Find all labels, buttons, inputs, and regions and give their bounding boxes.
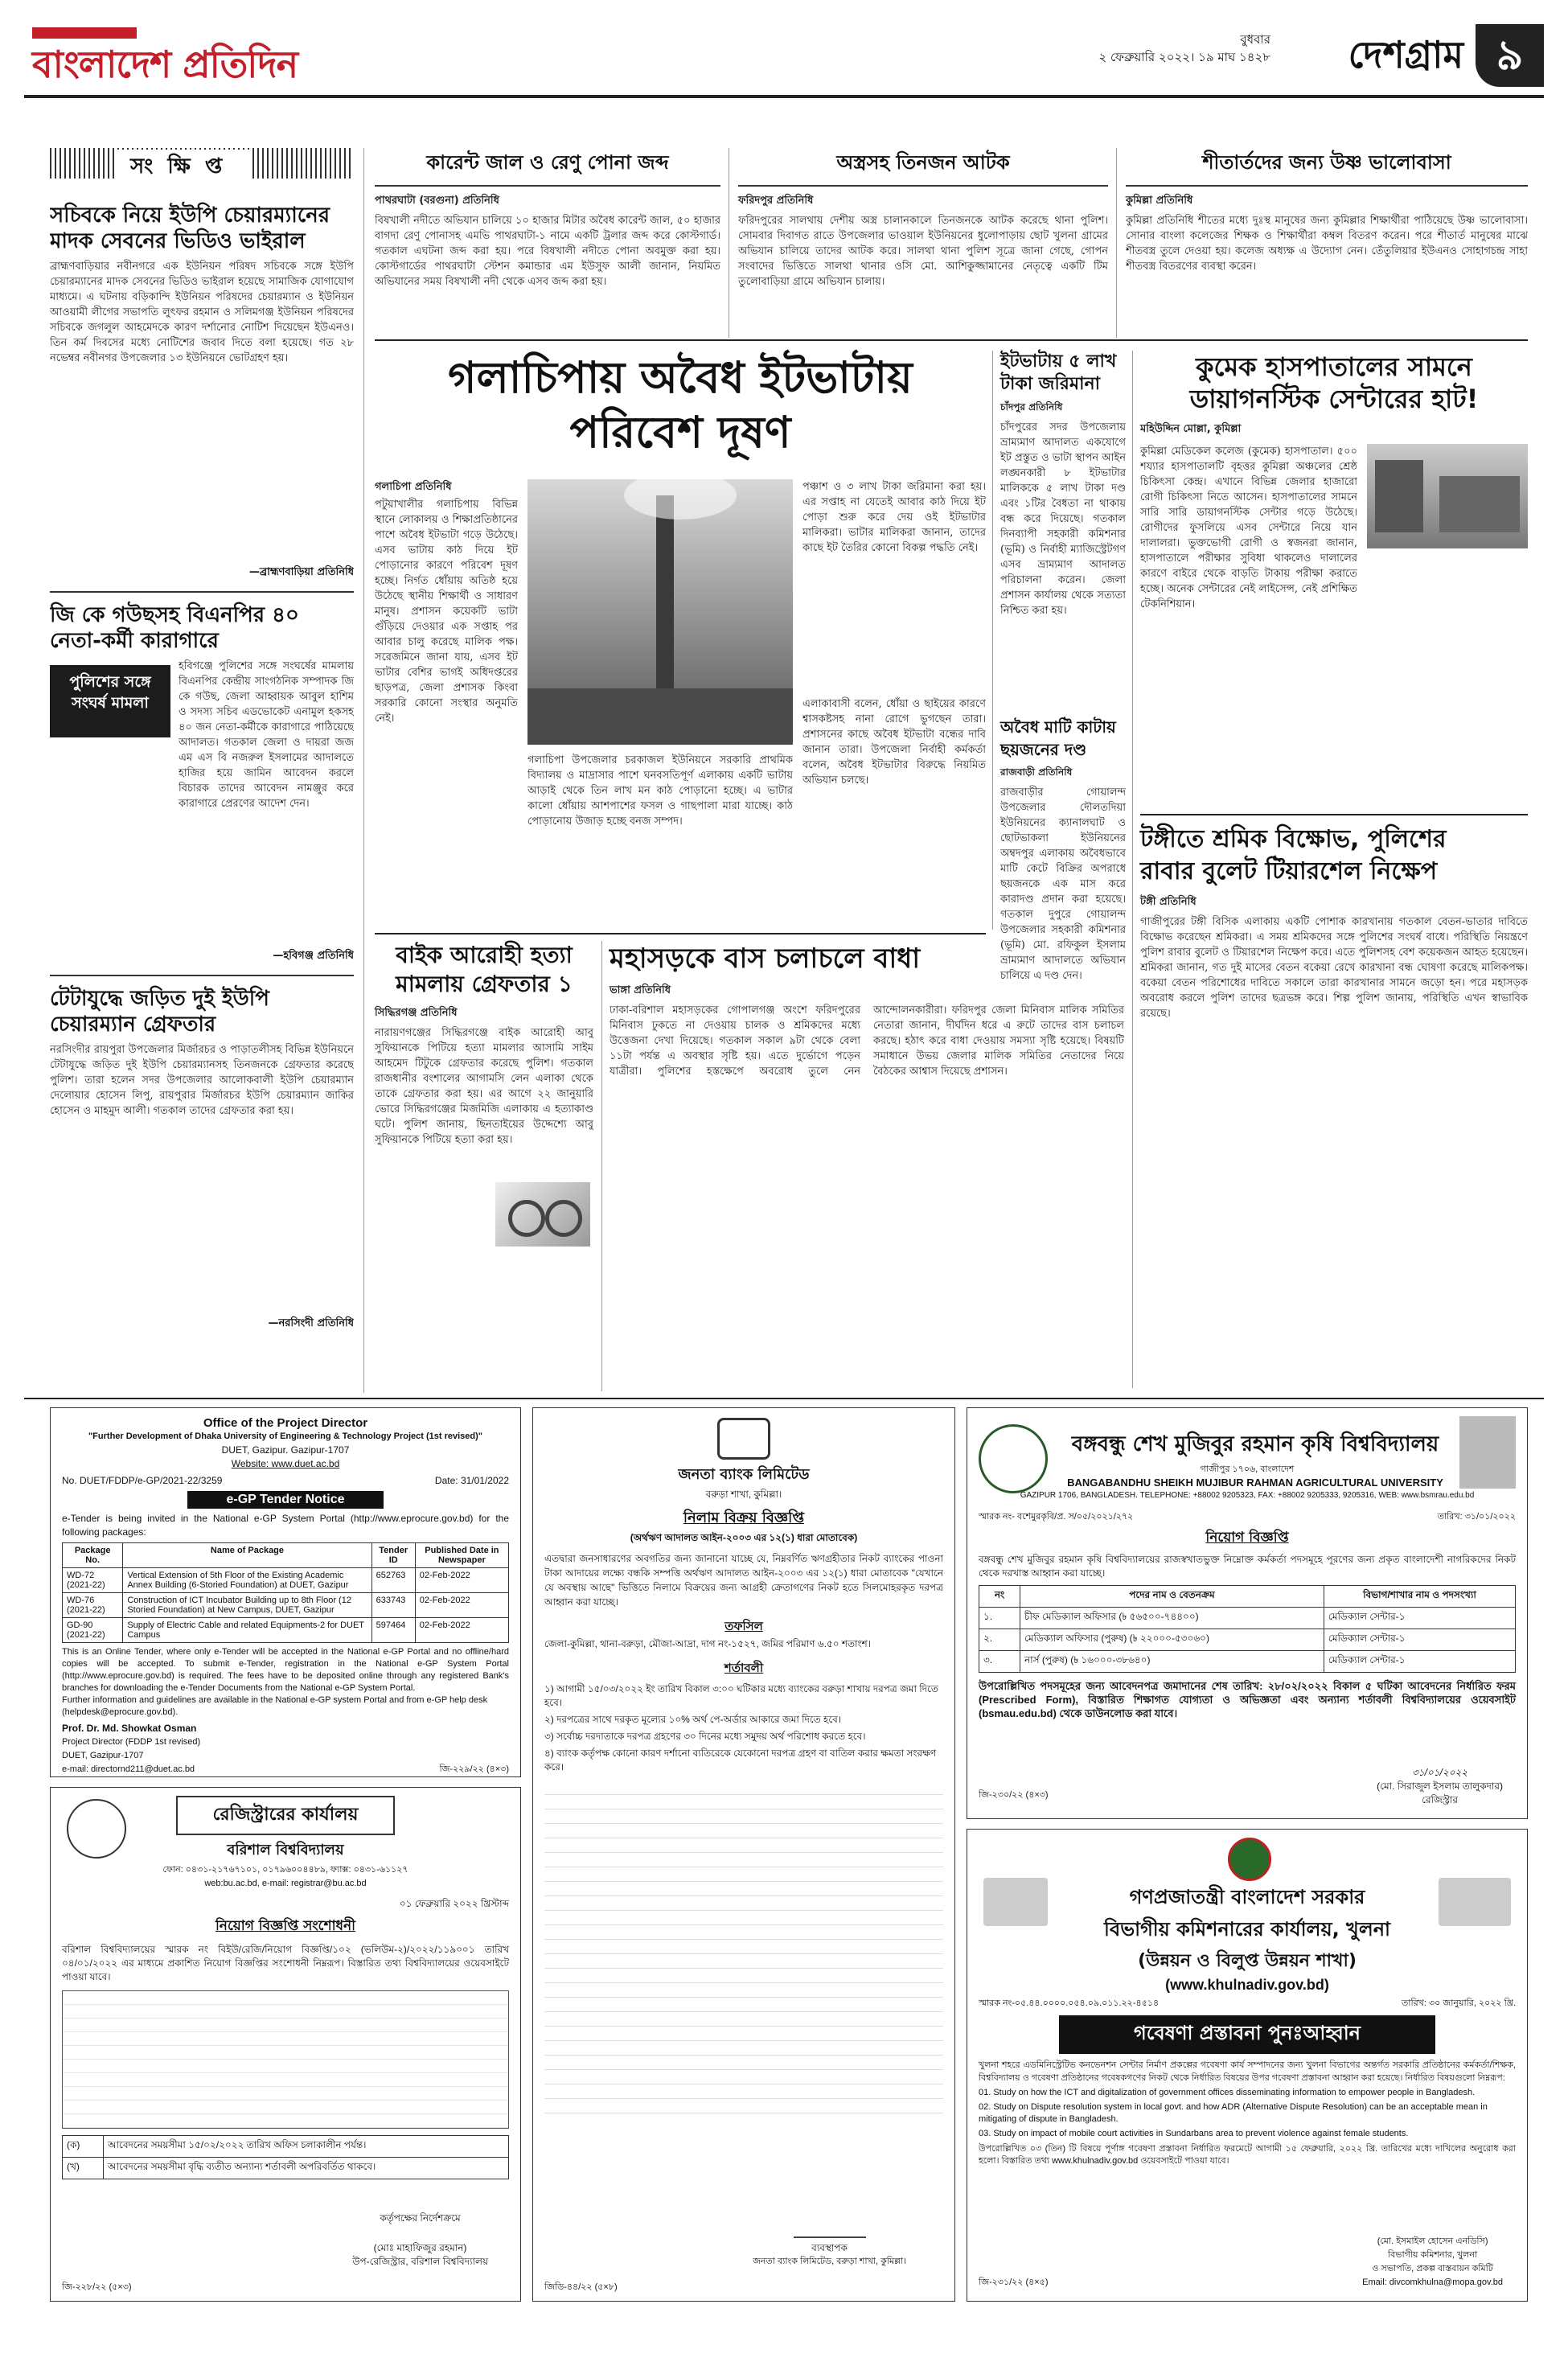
janata-terms-title: শর্তাবলী <box>724 1661 764 1675</box>
table-cell: 633743 <box>371 1593 415 1618</box>
duet-signer: Prof. Dr. Md. Showkat Osman <box>62 1723 197 1734</box>
page-number: ৯ <box>1496 31 1524 80</box>
mujib-logo <box>983 1878 1048 1926</box>
masthead-rule <box>24 95 1544 98</box>
bsmrau-intro: বঙ্গবন্ধু শেখ মুজিবুর রহমান কৃষি বিশ্ববিদ্যালয়ের রাজস্বখাতভুক্ত নিম্নোক্ত কর্মকর্তা পদসমূহে পূরণের জন্য প্রকৃত বাংলাদেশী নাগরিকদের নিকট থেকে দরখাস্ত আহ্বান করা যাচ্ছে। <box>979 1554 1516 1579</box>
bsmrau-date: তারিখ: ৩১/০১/২০২২ <box>1437 1512 1516 1522</box>
khulna-email: Email: divcomkhulna@mopa.gov.bd <box>1362 2277 1503 2287</box>
bsmrau-notice: নিয়োগ বিজ্ঞপ্তি <box>1205 1530 1289 1546</box>
khulna-body2: উপরোল্লিখিত ০৩ (তিন) টি বিষয়ে পূর্ণাঙ্গ গবেষণা প্রস্তাবনা নির্ধারিত ফরমেটে আগামী ১৫ ফেব্রুয়ারি, ২০২২ খ্রি. তারিখের মধ্যে দাখিলের অনুরোধ করা হলো। বিস্তারিত তথ্য www.khulnadiv.gov.bd ওয়েবসাইটে পাওয়া যাবে। <box>979 2144 1516 2166</box>
bsmrau-posts-table <box>979 1585 1516 1673</box>
table-cell: 597464 <box>371 1618 415 1643</box>
janata-schedule: জেলা-কুমিল্লা, থানা-বরুড়া, মৌজা-আদ্রা, দাগ নং-১৫২৭, জমির পরিমাণ ৬.৫০ শতাংশ। <box>544 1638 872 1649</box>
table-cell: WD-72 (2021-22) <box>63 1568 123 1593</box>
tongi-title-line2: রাবার বুলেট টিয়ারশেল নিক্ষেপ <box>1140 857 1438 885</box>
barishal-date: ০১ ফেব্রুয়ারি ২০২২ খ্রিস্টাব্দ <box>399 1898 509 1909</box>
barishal-notice: নিয়োগ বিজ্ঞপ্তি সংশোধনী <box>215 1918 356 1934</box>
lead-body-col3: পঞ্চাশ ও ৩ লাখ টাকা জরিমানা করা হয়। এর সপ্তাহ না যেতেই আবার কাঠ দিয়ে ইট পোড়া শুরু করে দেয় ওই ইটভাটার মালিকরা। ভাটার মালিকরা জানান, তাদের কাছে ইট তৈরির কোনো বিকল্প পদ্ধতি নেই। <box>802 481 986 554</box>
bsmrau-name-en: BANGABANDHU SHEIKH MUJIBUR RAHMAN AGRICULTURAL UNIVERSITY <box>1067 1477 1443 1489</box>
khulna-line2: বিভাগীয় কমিশনারের কার্যালয়, খুলনা <box>1104 1918 1390 1941</box>
janata-body: এতদ্বারা জনসাধারণের অবগতির জন্য জানানো যাচ্ছে যে, নিম্নবর্ণিত ঋণগ্রহীতার নিকট ব্যাংকের পাওনা টাকা আদায়ের লক্ষ্যে বন্ধকি সম্পত্তি অর্থঋণ আদালত আইন-২০০৩ এর ১২(১) ধারা মোতাবেক "যেখানে যে অবস্থায় আছে" ভিত্তিতে নিলামে বিক্রয়ের জন্য আগ্রহী ক্রেতাগণের নিকট হতে সিলমোহরকৃত দরপত্র আহ্বান করা যাচ্ছে। <box>544 1553 943 1608</box>
lead-body-col2: গলাচিপা উপজেলার চরকাজল ইউনিয়নে সরকারি প্রাথমিক বিদ্যালয় ও মাদ্রাসার পাশে ঘনবসতিপূর্ণ এলাকায় একটি ভাটায় আড়াই থেকে তিন লাখ মন কাঠ পোড়ানো হচ্ছে। এ ভাটার কালো ধোঁয়ায় আশপাশের ফসল ও গাছপালা মারা যাচ্ছে। কাঠ পোড়ানোয় উজাড় হচ্ছে বনজ সম্পদ। <box>527 754 793 828</box>
table-row <box>63 1618 509 1643</box>
mati-byline: রাজবাড়ী প্রতিনিধি <box>1000 766 1073 778</box>
duet-body2: Further information and guidelines are available in the National e-GP system Portal and from e-GP help desk (helpdesk@eprocure.gov.bd). <box>62 1695 488 1717</box>
table-header: নং <box>979 1586 1020 1608</box>
table-cell: আবেদনের সময়সীমা বৃদ্ধি ব্যতীত অন্যান্য শর্তাবলী অপরিবর্তিত থাকবে। <box>104 2158 509 2179</box>
janata-schedule-title: তফসিল <box>724 1619 763 1633</box>
bsmrau-ad <box>967 1407 1528 1819</box>
table-row <box>63 2158 509 2179</box>
bsmrau-body: উপরোল্লিখিত পদসমূহের জন্য আবেদনপত্র জমাদানের শেষ তারিখ: ২৮/০২/২০২২ বিকাল ৫ ঘটিকা আবেদনের নির্ধারিত ফরম (Prescribed Form), বিস্তারিত শিক্ষাগত যোগ্যতা ও অভিজ্ঞতা এবং অন্যান্য শর্তাবলী বিশ্ববিদ্যালয়ের ওয়েবসাইট (bsmau.edu.bd) থেকে ডাউনলোড করা যাবে। <box>979 1680 1516 1719</box>
hospital-photo <box>1367 444 1528 548</box>
janata-ref: জিডি-৪৪/২২ (৫×৮) <box>544 2282 618 2292</box>
janata-term: ৩) সর্বোচ্চ দরদাতাকে দরপত্র গ্রহণের ৩০ দিনের মধ্যে সমুদয় অর্থ পরিশোধ করতে হবে। <box>544 1731 866 1742</box>
khulna-web: (www.khulnadiv.gov.bd) <box>1165 1977 1329 1993</box>
table-cell: ২. <box>979 1629 1020 1651</box>
top-story-body: ফরিদপুরের সালথায় দেশীয় অস্ত্র চালানকালে তিনজনকে আটক করেছে থানা পুলিশ। সোমবার দিবাগত রাতে উপজেলার ভাওয়াল ইউনিয়নের ধুলোপাড়ায় ছোট খুলনা গ্রামের অভিযান চালিয়ে তাদের আটক করে। সালথা থানা পুলিশ সূত্রে জানা গেছে, গোপন সংবাদের ভিত্তিতে সালথা থানার ওসি মো. আশিকুজ্জামানের নেতৃত্বে একটি টিম তুলোবাড়িয়া গ্রামে অভিযান চালায়। <box>738 215 1108 288</box>
janata-signer-branch: জনতা ব্যাংক লিমিটেড, বরুড়া শাখা, কুমিল্লা। <box>753 2257 906 2266</box>
masthead-day: বুধবার <box>1240 32 1270 47</box>
column-divider <box>992 351 993 930</box>
mati-body: রাজবাড়ীর গোয়ালন্দ উপজেলার দৌলতদিয়া ইউনিয়নের ক্যানালঘাট ও ছোটভাকলা ইউনিয়নের অম্বদপুর এলাকায় অবৈধভাবে মাটি কেটে বিক্রির অপরাধে ছয়জনকে এক মাস করে কারাদণ্ড প্রদান করা হয়েছে। গতকাল দুপুরে গোয়ালন্দ উপজেলার সহকারী কমিশনার (ভূমি) মো. রফিকুল ইসলাম ভ্রাম্যমাণ আদালতে অভিযান চালিয়ে এ দণ্ড দেন। <box>1000 787 1126 982</box>
table-cell: (খ) <box>63 2158 104 2179</box>
table-cell: 652763 <box>371 1568 415 1593</box>
barishal-signer: কর্তৃপক্ষের নির্দেশক্রমে <box>380 2212 461 2224</box>
khulna-ad <box>967 1829 1528 2302</box>
bike-byline: সিদ্ধিরগঞ্জ প্রতিনিধি <box>375 1007 458 1019</box>
khulna-signer-title: বিভাগীয় কমিশনার, খুলনা <box>1388 2250 1478 2260</box>
table-cell: (ক) <box>63 2136 104 2158</box>
mati-title: অবৈধ মাটি কাটায় ছয়জনের দণ্ড <box>1000 717 1116 759</box>
tongi-title-line1: টঙ্গীতে শ্রমিক বিক্ষোভ, পুলিশের <box>1140 825 1447 853</box>
table-cell: নার্স (পুরুষ) (৳ ১৬০০০-৩৮৬৪০) <box>1020 1651 1324 1673</box>
janata-fine-print <box>544 1780 943 2118</box>
khulna-body: খুলনা শহরে এডমিনিস্ট্রেটিভ কনভেনশন সেন্টার নির্মাণ প্রকল্পের গবেষণা কার্য সম্পাদনের জন্য খুলনা বিভাগের অন্তর্গত সরকারি প্রতিষ্ঠানের কর্মকর্তা/শিক্ষক, বিশ্ববিদ্যালয় ও গবেষণা প্রতিষ্ঠানের গবেষকগণের নিকট থেকে নির্ধারিত বিষয়ের উপর গবেষণা প্রস্তাবনা আহ্বান করা হয়েছে। নির্ধারিত বিষয়গুলো নিম্নরূপ: <box>979 2060 1516 2083</box>
table-cell: 02-Feb-2022 <box>415 1618 508 1643</box>
signature-mark <box>794 2212 866 2238</box>
janata-term: ১) আগামী ১৫/০৩/২০২২ ইং তারিখ বিকাল ৩:০০ ঘটিকার মধ্যে ব্যাংকের বরুড়া শাখায় দরপত্র জমা দিতে হবে। <box>544 1683 938 1708</box>
logo-text: বাংলাদেশ প্রতিদিন <box>32 43 298 86</box>
duet-notice-title: e-GP Tender Notice <box>187 1491 384 1509</box>
samkhipta-item-title: টেটাযুদ্ধে জড়িত দুই ইউপি চেয়ারম্যান গ্রেফতার <box>50 987 269 1037</box>
bike-title-line2: মামলায় গ্রেফতার ১ <box>396 971 573 997</box>
govt-seal <box>1228 1838 1271 1881</box>
lead-title-line1: গলাচিপায় অবৈধ ইটভাটায় <box>448 352 913 403</box>
duet-intro: e-Tender is being invited in the National e-GP System Portal (http://www.eprocure.gov.bd) for the following packages: <box>62 1513 509 1538</box>
duet-ref: জি-২২৯/২২ (৪×৩) <box>439 1764 509 1774</box>
samkhipta-item-credit: —হবিগঞ্জ প্রতিনিধি <box>273 950 354 962</box>
table-cell: Construction of ICT Incubator Building up to 8th Floor (12 Storied Foundation) at New Campus, DUET, Gazipur <box>123 1593 371 1618</box>
janata-bank-name: জনতা ব্যাংক লিমিটেড <box>678 1466 810 1483</box>
bus-story <box>610 941 1124 1391</box>
barishal-web: web:bu.ac.bd, e-mail: registrar@bu.ac.bd <box>204 1879 367 1888</box>
samkhipta-label: সংক্ষিপ্ত <box>114 150 252 185</box>
table-cell: GD-90 (2021-22) <box>63 1618 123 1643</box>
table-cell: Vertical Extension of 5th Floor of the Existing Academic Annex Building (6-Storied Foundation) at DUET, Gazipur <box>123 1568 371 1593</box>
comilla-byline: মহিউদ্দিন মোল্লা, কুমিল্লা <box>1140 423 1242 435</box>
duet-project: "Further Development of Dhaka University of Engineering & Technology Project (1st revised)" <box>88 1431 483 1441</box>
samkhipta-label-box <box>50 148 354 179</box>
barishal-signer-name: (মোঃ মাহাফিজুর রহমান) <box>373 2242 467 2253</box>
table-row <box>979 1608 1516 1629</box>
table-cell: মেডিক্যাল সেন্টার-১ <box>1324 1629 1515 1651</box>
duet-tender-table <box>62 1542 509 1643</box>
janata-branch: বরুড়া শাখা, কুমিল্লা। <box>705 1489 782 1500</box>
comilla-title-line2: ডায়াগনস্টিক সেন্টারের হাট! <box>1189 384 1479 414</box>
top-story <box>1126 148 1528 338</box>
samkhipta-item-title: জি কে গউছসহ বিএনপির ৪০ নেতা-কর্মী কারাগারে <box>50 603 299 653</box>
table-header: Name of Package <box>123 1543 371 1568</box>
top-story-body: কুমিল্লা প্রতিনিধি শীতের মধ্যে দুঃস্থ মানুষের জন্য কুমিল্লার শিক্ষার্থীরা পাঠিয়েছে উষ্ণ ভালোবাসা। সোনার বাংলা কলেজের শিক্ষক ও শিক্ষার্থীরা কম্বল বিতরণ করেন। পরে শীতার্ত মানুষের মাঝে শীতবস্ত্র তুলে দেওয়া হয়। কলেজ অধ্যক্ষ এ উদ্যোগ নেন। তেঁতুলিয়ার ইউএনও সোহাগচন্দ্র সাহা শীতবস্ত্র বিতরণের ব্যবস্থা করেন। <box>1126 215 1528 273</box>
barishal-terms-table <box>62 2135 509 2179</box>
table-row <box>979 1651 1516 1673</box>
comilla-story <box>1140 351 1528 809</box>
table-cell: WD-76 (2021-22) <box>63 1593 123 1618</box>
bike-body: নারায়ণগঞ্জের সিদ্ধিরগঞ্জে বাইক আরোহী আবু সুফিয়ানকে পিটিয়ে হত্যা মামলার আসামি সাইম আহমেদ টিটুকে গ্রেফতার করেছে পুলিশ। গতকাল রাজধানীর বংশালের আগামসি লেন এলাকা থেকে তাকে গ্রেফতার করা হয়। এর আগে ২২ জানুয়ারি ভোরে সিদ্ধিরগঞ্জের মিজমিজি এলাকায় এ হত্যাকাণ্ড ঘটে। পুলিশ জানায়, ছিনতাইয়ের উদ্দেশ্যে আবু সুফিয়ানকে পিটিয়ে হত্যা করা হয়। <box>375 1027 593 1146</box>
bsmrau-logo <box>979 1424 1048 1493</box>
table-cell: আবেদনের সময়সীমা ১৫/০২/২০২২ তারিখ অফিস চলাকালীন পর্যন্ত। <box>104 2136 509 2158</box>
khulna-line1: গণপ্রজাতন্ত্রী বাংলাদেশ সরকার <box>1129 1886 1365 1908</box>
bsmrau-name: বঙ্গবন্ধু শেখ মুজিবুর রহমান কৃষি বিশ্ববিদ্যালয় <box>1071 1432 1439 1456</box>
duet-memo: No. DUET/FDDP/e-GP/2021-22/3259 <box>62 1475 223 1486</box>
bike-story <box>375 941 593 1391</box>
barishal-details-table <box>62 1990 509 2129</box>
janata-term: ২) দরপত্রের সাথে দরকৃত মূল্যের ১০% অর্থ পে-অর্ডার আকারে জমা দিতে হবে। <box>544 1714 842 1725</box>
samkhipta-item-body: নরসিংদীর রায়পুরা উপজেলার মির্জারচর ও পাড়াতলীসহ বিভিন্ন ইউনিয়নে টেটাযুদ্ধে জড়িত দুই ইউপি চেয়ারম্যানসহ তিনজনকে গ্রেফতার করেছে পুলিশ। তারা হলেন সদর উপজেলার আলোকবালী ইউপি চেয়ারম্যান দেলোয়ার হোসেন লিপু, রায়পুরার মির্জারচর ইউপি চেয়ারম্যান জাকির হোসেন ও মাহমুদ আলী। গতকাল তাদের গ্রেফতার করা হয়। <box>50 1044 354 1117</box>
samkhipta-item <box>50 203 354 581</box>
masthead-date: ২ ফেব্রুয়ারি ২০২২। ১৯ মাঘ ১৪২৮ <box>1098 50 1270 64</box>
samkhipta-item-title: সচিবকে নিয়ে ইউপি চেয়ারম্যানের মাদক সেবনের ভিডিও ভাইরাল <box>50 203 330 253</box>
top-story-body: বিষখালী নদীতে অভিযান চালিয়ে ১০ হাজার মিটার অবৈধ কারেন্ট জাল, ৫০ হাজার বাগদা রেণু পোনাসহ এমভি পাথরঘাটা-১ নামে একটি ট্রলার জব্দ করে কোস্টগার্ড। গতকাল এঘটনা জব্দ করা হয়। পরে বিষখালী নদীতে পোনা অবমুক্ত করা হয়। কোস্টগার্ডের পাথরঘাটা স্টেশন কমান্ডার এম ইউসুফ আলী জানান, নিয়মিত অভিযানের সময় বিষখালী নদী থেকে এসব জব্দ করা হয়। <box>375 215 720 288</box>
khulna-date: তারিখ: ৩০ জানুয়ারি, ২০২২ খ্রি. <box>1402 1998 1516 2008</box>
masthead <box>24 24 1544 88</box>
comilla-body: কুমিল্লা মেডিকেল কলেজ (কুমেক) হাসপাতাল। ৫০০ শয্যার হাসপাতালটি বৃহত্তর কুমিল্লা অঞ্চলের শ্রেষ্ঠ চিকিৎসা কেন্দ্র। এখানে বিভিন্ন জেলার হাজারো রোগী চিকিৎসা নিতে আসেন। হাসপাতালের সামনে সারি সারি ডায়াগনস্টিক সেন্টার গড়ে উঠেছে। রোগীদের ফুসলিয়ে এসব সেন্টারে নিয়ে যান দালালরা। ভুক্তভোগী রোগী ও স্বজনরা জানান, হাসপাতালে পরীক্ষার সুবিধা থাকলেও দালালের কারণে বাইরে থেকে বাড়তি টাকায় পরীক্ষা করাতে হচ্ছে। অনেক সেন্টারের নেই লাইসেন্স, নেই প্রশিক্ষিত টেকনিশিয়ান। <box>1140 446 1357 610</box>
itbhata-title: ইটভাটায় ৫ লাখ টাকা জরিমানা <box>1000 351 1117 394</box>
top-story-title: অস্ত্রসহ তিনজন আটক <box>738 148 1108 187</box>
samkhipta-item <box>50 602 354 965</box>
barishal-signer-title: উপ-রেজিস্ট্রার, বরিশাল বিশ্ববিদ্যালয় <box>352 2256 488 2267</box>
comilla-title-line1: কুমেক হাসপাতালের সামনে <box>1196 351 1472 382</box>
top-story-byline: পাথরঘাটা (বরগুনা) প্রতিনিধি <box>375 195 499 207</box>
duet-office: Office of the Project Director <box>203 1416 368 1430</box>
bsmrau-signer-name: (মো. সিরাজুল ইসলাম তালুকদার) <box>1377 1780 1503 1792</box>
lead-title-line2: পরিবেশ দূষণ <box>569 407 791 458</box>
itbhata-story <box>1000 351 1126 704</box>
table-cell: ৩. <box>979 1651 1020 1673</box>
bsmrau-signer-title: রেজিস্ট্রার <box>1422 1794 1458 1805</box>
table-cell: মেডিক্যাল সেন্টার-১ <box>1324 1608 1515 1629</box>
tongi-story <box>1140 824 1528 1282</box>
top-story-title: কারেন্ট জাল ও রেণু পোনা জব্দ <box>375 148 720 187</box>
khulna-line3: (উন্নয়ন ও বিলুপ্ত উন্নয়ন শাখা) <box>1138 1951 1357 1971</box>
bank-logo <box>717 1418 770 1460</box>
janata-term: ৪) ব্যাংক কর্তৃপক্ষ কোনো কারণ দর্শানো ব্যতিরেকে যেকোনো দরপত্র গ্রহণ বা বাতিল করার ক্ষমতা সংরক্ষণ করে। <box>544 1748 937 1772</box>
khulna-ref: জি-২৩১/২২ (৪×৫) <box>979 2277 1049 2287</box>
chimney-photo <box>527 479 793 745</box>
barishal-univ-ad <box>50 1787 521 2302</box>
duet-body: This is an Online Tender, where only e-Tender will be accepted in the National e-GP Portal and no offline/hard copies will be accepted. To submit e-Tender, registration in the National e-GP System Portal (http://www.eprocure.gov.bd) is required. The fees have to be deposited online through any registered Bank's branches for downloading the e-Tender Documents from the National e-GP System Portal. <box>62 1647 509 1693</box>
bike-title-line1: বাইক আরোহী হত্যা <box>396 942 573 968</box>
table-header: Package No. <box>63 1543 123 1568</box>
khulna-topic: 02. Study on Dispute resolution system in local govt. and how ADR (Alternative Dispute Resolution) can be an acceptable mean in mitigating of dispute in Bangladesh. <box>979 2102 1488 2124</box>
samkhipta-item-credit: —ব্রাহ্মণবাড়িয়া প্রতিনিধি <box>248 566 354 578</box>
samkhipta-item-body: হবিগঞ্জে পুলিশের সঙ্গে সংঘর্ষের মামলায় বিএনপির কেন্দ্রীয় সাংগঠনিক সম্পাদক জি কে গউছ, জেলা আহ্বায়ক আবুল হাশিম ও সদস্য সচিব এডভোকেট এনামুল হকসহ ৪০ জন নেতা-কর্মীকে কারাগারে পাঠিয়েছে আদালত। গতকাল জেলা ও দায়রা জজ এম এস বি নজরুল ইসলামের আদালতে হাজির হয়ে জামিন আবেদন করলে বিচারক তাদের আবেদন নামঞ্জুর করে কারাগারে প্রেরণের আদেশ দেন। <box>179 660 354 810</box>
khulna-signer-name: (মো. ইসমাইল হোসেন এনডিসি) <box>1377 2236 1488 2246</box>
janata-title: নিলাম বিক্রয় বিজ্ঞপ্তি <box>683 1509 805 1526</box>
janata-sub: (অর্থঋণ আদালত আইন-২০০৩ এর ১২(১) ধারা মোতাবেক) <box>630 1532 858 1543</box>
lead-body-col1: পটুয়াখালীর গলাচিপায় বিভিন্ন স্থানে লোকালয় ও শিক্ষাপ্রতিষ্ঠানের পাশে অবৈধ ইটভাটা গড়ে উঠেছে। এসব ভাটায় কাঠ দিয়ে ইট পোড়ানোর কারণে পরিবেশ দূষণ হচ্ছে। নির্গত ধোঁয়ায় অতিষ্ঠ হয়ে উঠেছে স্থানীয় শিক্ষার্থী ও সাধারণ মানুষ। প্রশাসন কয়েকটি ভাটা গুঁড়িয়ে দেওয়ার এক সপ্তাহ পর আবার চালু করেছে মালিক পক্ষ। সরেজমিনে জানা যায়, এসব ইট ভাটার বেশির ভাগই অধিদপ্তরের ছাড়পত্র, জেলা প্রশাসক কিংবা সরকারি কোনো সংস্থার অনুমতি নেই। <box>375 499 518 725</box>
duet-address: DUET, Gazipur. Gazipur-1707 <box>221 1444 350 1456</box>
column-divider <box>601 941 602 1391</box>
samkhipta-column <box>50 148 354 1393</box>
top-story-title: শীতার্তদের জন্য উষ্ণ ভালোবাসা <box>1126 148 1528 187</box>
janata-bank-ad <box>532 1407 955 2302</box>
samkhipta-item-credit: —নরসিংদী প্রতিনিধি <box>268 1317 354 1329</box>
duet-tender-ad <box>50 1407 521 1777</box>
portrait <box>1439 1878 1511 1926</box>
column-divider <box>1116 148 1117 338</box>
duet-website: Website: www.duet.ac.bd <box>231 1458 340 1469</box>
bsmrau-portrait <box>1459 1416 1516 1489</box>
khulna-memo: স্মারক নং-০৫.৪৪.০০০০.০৫৪.০৯.০১১.২২-৪৫১৪ <box>979 1998 1160 2008</box>
page-number-badge <box>1476 24 1544 87</box>
khulna-signer-extra: ও সভাপতি, প্রকল্প বাস্তবায়ন কমিটি <box>1372 2264 1493 2273</box>
bus-title: মহাসড়কে বাস চলাচলে বাধা <box>610 943 921 975</box>
lead-byline: গলাচিপা প্রতিনিধি <box>375 481 452 493</box>
column-divider <box>363 148 364 1393</box>
bsmrau-memo: স্মারক নং- বশেমুরকৃবি/প্র. স/০৫/২০২১/২৭২ <box>979 1512 1134 1522</box>
bus-byline: ভাঙ্গা প্রতিনিধি <box>610 984 671 996</box>
tongi-byline: টঙ্গী প্রতিনিধি <box>1140 896 1197 908</box>
top-story <box>375 148 720 338</box>
table-cell: ১. <box>979 1608 1020 1629</box>
samkhipta-item <box>50 986 354 1333</box>
samkhipta-item-body: ব্রাহ্মণবাড়িয়ার নবীনগরে এক ইউনিয়ন পরিষদ সচিবকে সঙ্গে ইউপি চেয়ারম্যানের মাদক সেবনের ভিডিও ভাইরাল হয়েছে সামাজিক যোগাযোগ মাধ্যমে। এ ঘটনায় বড়িকান্দি ইউনিয়ন পরিষদের চেয়ারম্যান ও ইউনিয়ন আওয়ামী লীগের সভাপতি লুৎফর রহমান ও সলিমগঞ্জ ইউনিয়ন পরিষদের সচিবকে জগলুল আহমেদকে কারণ দর্শানোর নোটিশ দিয়েছেন ইউএনও। তিন কর্ম দিবসের মধ্যে নোটিশের জবাব দিতে বলা হয়েছে। গত ২৮ নভেম্বর নবীনগর উপজেলার ১৩ ইউনিয়নে ভোটগ্রহণ হয়। <box>50 261 354 364</box>
barishal-ref: জি-২২৮/২২ (৫×৩) <box>62 2282 132 2292</box>
table-cell: 02-Feb-2022 <box>415 1593 508 1618</box>
bus-body: ঢাকা-বরিশাল মহাসড়কের গোপালগঞ্জ অংশে ফরিদপুরের মিনিবাস ঢুকতে না দেওয়ায় চালক ও শ্রমিকদের মধ্যে উত্তেজনা দেখা দিয়েছে। গতকাল সকাল ৯টা থেকে বেলা ১১টা পর্যন্ত এ অবস্থার সৃষ্টি হয়। এতে দুর্ভোগে পড়েন যাত্রীরা। পুলিশের হস্তক্ষেপে অবরোধ তুলে নেন আন্দোলনকারীরা। ফরিদপুর জেলা মিনিবাস মালিক সমিতির নেতারা জানান, দীর্ঘদিন ধরে এ রুটে তাদের বাস চলাচল করছে। হঠাৎ করে বাধা দেওয়ায় সমস্যা সৃষ্টি হয়েছে। বিষয়টি সমাধানে উভয় জেলার মালিক সমিতির নেতাদের নিয়ে বৈঠকের আশ্বাস দিয়েছে প্রশাসন। <box>610 1004 1124 1078</box>
table-row <box>979 1629 1516 1651</box>
lead-body-col4: এলাকাবাসী বলেন, ধোঁয়া ও ছাইয়ের কারণে শ্বাসকষ্টসহ নানা রোগে ভুগছেন তারা। প্রশাসনের কাছে অবৈধ ইটভাটা বন্ধের দাবি জানান তারা। উপজেলা নির্বাহী কর্মকর্তা বলেন, অবৈধ ইটভাটার বিরুদ্ধে নিয়মিত অভিযান চলছে। <box>802 698 986 787</box>
table-cell: মেডিক্যাল সেন্টার-১ <box>1324 1651 1515 1673</box>
table-header: বিভাগ/শাখার নাম ও পদসংখ্যা <box>1324 1586 1515 1608</box>
univ-logo <box>67 1799 126 1859</box>
itbhata-byline: চাঁদপুর প্রতিনিধি <box>1000 401 1063 413</box>
bsmrau-addr-en: GAZIPUR 1706, BANGLADESH. TELEPHONE: +88002 9205323, FAX: +88002 9205333, 9205316, WEB: www.bsmrau.edu.bd <box>1020 1491 1475 1500</box>
duet-email: e-mail: directornd211@duet.ac.bd <box>62 1764 195 1774</box>
table-cell: Supply of Electric Cable and related Equipments-2 for DUET Campus <box>123 1618 371 1643</box>
table-cell: চীফ মেডিক্যাল অফিসার (৳ ৫৬৫০০-৭৪৪০০) <box>1020 1608 1324 1629</box>
top-story-byline: ফরিদপুর প্রতিনিধি <box>738 195 814 207</box>
inset-text: পুলিশের সঙ্গে সংঘর্ষ মামলা <box>69 673 151 712</box>
top-story-byline: কুমিল্লা প্রতিনিধি <box>1126 195 1193 207</box>
itbhata-body: চাঁদপুরের সদর উপজেলায় ভ্রাম্যমাণ আদালত একযোগে ইট প্রস্তুত ও ভাটা স্থাপন আইন লঙ্ঘনকারী ৮ ইটভাটার মালিককে ৫ লাখ টাকা দণ্ড এবং ১টির বৈধতা না থাকায় বন্ধ করে দিয়েছে। গতকাল দিনব্যাপী সহকারী কমিশনার (ভূমি) ও নির্বাহী ম্যাজিস্ট্রেটগণ এসব ভ্রাম্যমাণ আদালত পরিচালনা করেন। জেলা প্রশাসন কার্যালয় থেকে সত্যতা নিশ্চিত করা হয়। <box>1000 421 1126 617</box>
table-header: Tender ID <box>371 1543 415 1568</box>
barishal-body: বরিশাল বিশ্ববিদ্যালয়ের স্মারক নং বিইউ/রেজি/নিয়োগ বিজ্ঞপ্তি/১০২ (ভলিউম-২)/২০২২/১১৯০০১ তারিখ ০৪/০১/২০২২ এর মাধ্যমে প্রকাশিত নিয়োগ বিজ্ঞপ্তির সংশোধনী নিম্নরূপ। বিস্তারিত তথ্য বিশ্ববিদ্যালয়ের ওয়েবসাইটে পাওয়া যাবে। <box>62 1944 509 1982</box>
section-title: দেশগ্রাম <box>1348 33 1463 76</box>
table-header: Published Date in Newspaper <box>415 1543 508 1568</box>
janata-signer: ব্যবস্থাপক <box>811 2242 848 2253</box>
masthead-logo <box>32 27 370 85</box>
bsmrau-addr-bn: গাজীপুর ১৭০৬, বাংলাদেশ <box>1200 1464 1295 1474</box>
table-row <box>63 1593 509 1618</box>
table-cell: মেডিক্যাল অফিসার (পুরুষ) (৳ ২২০০০-৫৩০৬০) <box>1020 1629 1324 1651</box>
khulna-topic: 01. Study on how the ICT and digitalization of government offices disseminating information to empower people in Bangladesh. <box>979 2088 1476 2097</box>
tongi-body: গাজীপুরের টঙ্গী বিসিক এলাকায় একটি পোশাক কারখানায় গতকাল বেতন-ভাতার দাবিতে বিক্ষোভ করেছেন শ্রমিকরা। এ সময় শ্রমিকদের সঙ্গে পুলিশের সংঘর্ষ বাধে। পরিস্থিতি নিয়ন্ত্রণে পুলিশ রাবার বুলেট ও টিয়ারশেল নিক্ষেপ করে। এতে পুলিশসহ বেশ কয়েকজন আহত হয়েছেন। শ্রমিকরা জানান, গত দুই মাসের বেতন বকেয়া রেখে কারখানা বন্ধ ঘোষণা করেছে মালিকপক্ষ। বকেয়া বেতন পরিশোধের দাবিতে সকালে তারা কারখানার সামনে জড়ো হন। পরে মহাসড়ক অবরোধ করলে পুলিশ তাদের ছত্রভঙ্গ করে। শিল্প পুলিশ জানায়, পরিস্থিতি এখন স্বাভাবিক রয়েছে। <box>1140 916 1528 1020</box>
handcuff-photo <box>495 1182 590 1247</box>
khulna-topic: 03. Study on impact of mobile court activities in Sundarbans area to prevent violence against female students. <box>979 2129 1409 2138</box>
column-divider <box>1132 351 1133 1388</box>
barishal-univ: বরিশাল বিশ্ববিদ্যালয় <box>227 1842 344 1859</box>
section-rule <box>1140 814 1528 815</box>
table-cell: 02-Feb-2022 <box>415 1568 508 1593</box>
top-story <box>738 148 1108 338</box>
barishal-title: রেজিস্ট্রারের কার্যালয় <box>176 1796 395 1835</box>
bsmrau-ref: জি-২৩০/২২ (৪×৩) <box>979 1790 1049 1800</box>
barishal-contact: ফোন: ০৪৩১-২১৭৬৭১০১, ০১৭৯৬০০৪৪৮৯, ফ্যাক্স: ০৪৩১-৬১১২৭ <box>162 1865 408 1875</box>
table-row <box>63 2136 509 2158</box>
section-rule <box>375 933 986 934</box>
table-header: পদের নাম ও বেতনক্রম <box>1020 1586 1324 1608</box>
section-rule <box>375 339 1528 341</box>
table-row <box>63 1568 509 1593</box>
inset-box <box>50 665 170 737</box>
duet-signer-title: Project Director (FDDP 1st revised) <box>62 1737 201 1747</box>
duet-signer-addr: DUET, Gazipur-1707 <box>62 1751 144 1760</box>
bsmrau-signer-date: ৩১/০১/২০২২ <box>1412 1767 1468 1778</box>
ads-rule <box>24 1398 1544 1399</box>
lead-story <box>375 351 986 930</box>
khulna-banner: গবেষণা প্রস্তাবনা পুনঃআহ্বান <box>1059 2015 1435 2054</box>
duet-date: Date: 31/01/2022 <box>434 1475 509 1486</box>
